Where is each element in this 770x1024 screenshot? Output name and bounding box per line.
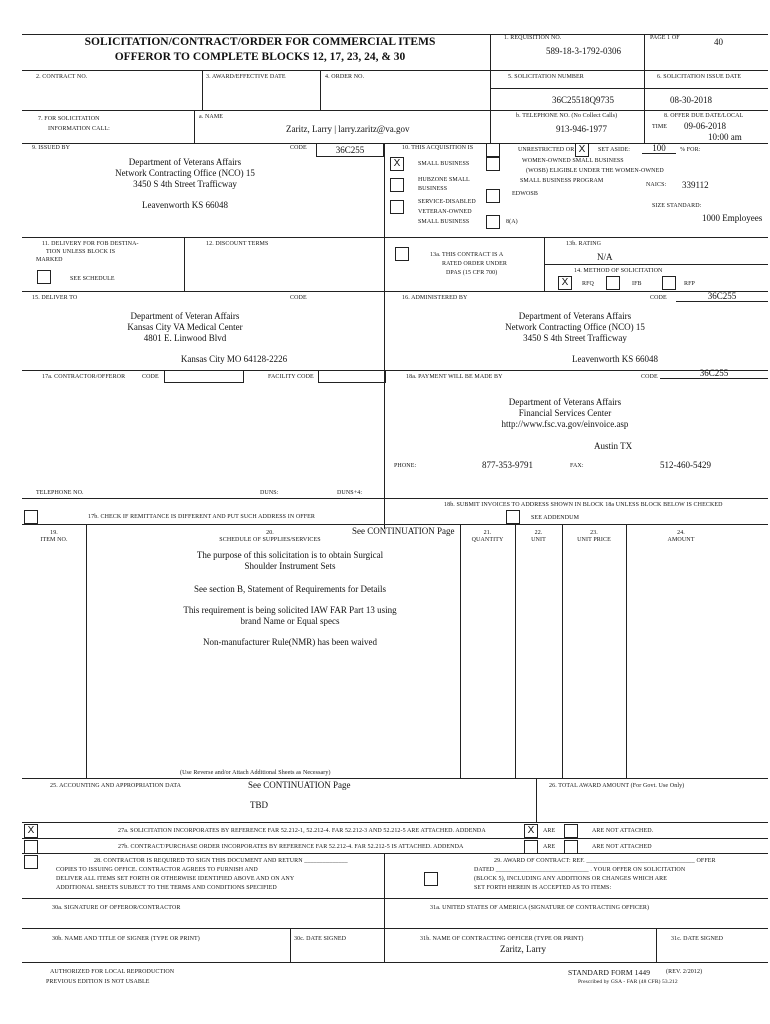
rfp-label: RFP: [684, 281, 695, 287]
rated-order-checkbox[interactable]: [395, 247, 409, 261]
rated-order-line-3: DPAS (15 CFR 700): [446, 270, 498, 276]
officer-date-label: 31c. DATE SIGNED: [671, 936, 724, 942]
footer-prescribed: Prescribed by GSA - FAR (48 CFR) 53.212: [578, 979, 678, 985]
contract-no-label: 2. CONTRACT NO.: [36, 74, 88, 80]
sdvosb-line-2: VETERAN-OWNED: [418, 209, 472, 215]
telephone-label: TELEPHONE NO.: [36, 490, 84, 496]
wosb-checkbox[interactable]: [486, 157, 500, 171]
item-no-header-a: 19.: [50, 530, 58, 536]
unit-header-b: UNIT: [531, 537, 546, 543]
schedule-header-b: SCHEDULE OF SUPPLIES/SERVICES: [219, 537, 321, 543]
payment-line-3: http://www.fsc.va.gov/einvoice.asp: [501, 419, 629, 429]
8a-checkbox[interactable]: [486, 215, 500, 229]
issue-date[interactable]: 08-30-2018: [670, 95, 712, 105]
officer-name-label: 31b. NAME OF CONTRACTING OFFICER (TYPE OR PRINT): [420, 936, 584, 942]
deliver-to-line-4: Kansas City MO 64128-2226: [180, 354, 288, 364]
signature-offeror-label: 30a. SIGNATURE OF OFFEROR/CONTRACTOR: [52, 905, 181, 911]
hubzone-checkbox[interactable]: [390, 178, 404, 192]
set-aside-percent[interactable]: 100: [642, 143, 676, 154]
issued-line-1: Department of Veterans Affairs: [128, 157, 242, 167]
ifb-checkbox[interactable]: [606, 276, 620, 290]
clause-29-line-3: (BLOCK 5), INCLUDING ANY ADDITIONS OR CHANGES WHICH ARE: [474, 876, 667, 882]
clause-29-line-1: 29. AWARD OF CONTRACT: REF. ___________________________________ OFFER: [494, 858, 716, 864]
schedule-continuation: See CONTINUATION Page: [352, 526, 455, 536]
signer-date-label: 30c. DATE SIGNED: [294, 936, 347, 942]
footer-authorized: AUTHORIZED FOR LOCAL REPRODUCTION: [50, 969, 175, 975]
sdvosb-line-1: SERVICE-DISABLED: [418, 199, 476, 205]
clause-27a-are-checkbox[interactable]: X: [524, 824, 538, 838]
wosb-line-3: SMALL BUSINESS PROGRAM: [520, 178, 604, 184]
schedule-header-a: 20.: [266, 530, 274, 536]
remittance-label: 17b. CHECK IF REMITTANCE IS DIFFERENT AND PUT SUCH ADDRESS IN OFFER: [88, 514, 316, 520]
see-schedule-checkbox[interactable]: [37, 270, 51, 284]
signature-officer-label: 31a. UNITED STATES OF AMERICA (SIGNATURE OF CONTRACTING OFFICER): [430, 905, 650, 911]
purpose-line-1: The purpose of this solicitation is to obtain Surgical: [196, 550, 384, 560]
payment-code-label: CODE: [641, 374, 658, 380]
issued-by-label: 9. ISSUED BY: [32, 145, 71, 151]
edwosb-label: EDWOSB: [512, 191, 538, 197]
issued-code-label: CODE: [290, 145, 307, 151]
officer-name[interactable]: Zaritz, Larry: [500, 944, 546, 954]
time-label: TIME: [652, 124, 668, 130]
see-section-b: See section B, Statement of Requirements for Details: [194, 584, 386, 594]
clause-29-line-4: SET FORTH HEREIN IS ACCEPTED AS TO ITEMS:: [474, 885, 612, 891]
clause-27b-are-not: ARE NOT ATTACHED: [592, 844, 652, 850]
payment-line-1: Department of Veterans Affairs: [508, 397, 622, 407]
sdvosb-checkbox[interactable]: [390, 200, 404, 214]
issued-line-4: Leavenworth KS 66048: [142, 200, 228, 210]
deliver-to-line-2: Kansas City VA Medical Center: [127, 322, 243, 332]
clause-27a-checkbox[interactable]: X: [24, 824, 38, 838]
administered-by-label: 16. ADMINISTERED BY: [402, 295, 468, 301]
set-aside-for: % FOR:: [680, 147, 701, 153]
accounting-label: 25. ACCOUNTING AND APPROPRIATION DATA: [50, 783, 182, 789]
wosb-line-2: (WOSB) ELIGIBLE UNDER THE WOMEN-OWNED: [526, 168, 664, 174]
clause-29-line-2: DATED ______________________________ . YOUR OFFER ON SOLICITATION: [474, 867, 686, 873]
size-standard[interactable]: 1000 Employees: [702, 213, 763, 223]
name-label: a. NAME: [199, 114, 224, 120]
delivery-fob-label-1: 11. DELIVERY FOR FOB DESTINA-: [42, 241, 139, 247]
far-line-1: This requirement is being solicited IAW FAR Part 13 using: [183, 605, 397, 615]
payment-line-4: Austin TX: [594, 441, 633, 451]
administered-code[interactable]: 36C255: [676, 291, 768, 302]
solicitation-no-label: 5. SOLICITATION NUMBER: [508, 74, 584, 80]
order-no-label: 4. ORDER NO.: [325, 74, 365, 80]
payment-code[interactable]: 36C255: [660, 368, 768, 379]
phone-label: b. TELEPHONE NO. (No Collect Calls): [516, 113, 618, 119]
rfq-label: RFQ: [582, 281, 594, 287]
administered-line-1: Department of Veterans Affairs: [518, 311, 632, 321]
form-subtitle: OFFEROR TO COMPLETE BLOCKS 12, 17, 23, 24, & 30: [114, 51, 406, 63]
hubzone-line-1: HUBZONE SMALL: [418, 177, 470, 183]
clause-28-checkbox[interactable]: [24, 855, 38, 869]
clause-28-line-1: 28. CONTRACTOR IS REQUIRED TO SIGN THIS DOCUMENT AND RETURN ______________: [94, 858, 348, 864]
quantity-header-a: 21.: [483, 530, 492, 536]
clause-27b-checkbox[interactable]: [24, 840, 38, 854]
accounting-continuation: See CONTINUATION Page: [248, 780, 351, 790]
acquisition-checkbox[interactable]: [486, 143, 500, 157]
administered-line-2: Network Contracting Office (NCO) 15: [505, 322, 645, 332]
payment-phone-label: PHONE:: [394, 463, 417, 469]
8a-label: 8(A): [506, 219, 518, 225]
contact-name[interactable]: Zaritz, Larry | larry.zaritz@va.gov: [286, 124, 410, 134]
unit-price-header-b: UNIT PRICE: [577, 537, 611, 543]
deliver-to-label: 15. DELIVER TO: [32, 295, 78, 301]
for-info-label: 7. FOR SOLICITATION: [38, 116, 100, 122]
rated-order-line-2: RATED ORDER UNDER: [442, 261, 508, 267]
wosb-line-1: WOMEN-OWNED SMALL BUSINESS: [522, 158, 624, 164]
clause-28-line-4: ADDITIONAL SHEETS SUBJECT TO THE TERMS AND CONDITIONS SPECIFIED: [56, 885, 277, 891]
issued-line-2: Network Contracting Office (NCO) 15: [115, 168, 255, 178]
payment-fax[interactable]: 512-460-5429: [660, 460, 711, 470]
for-info-label-2: INFORMATION CALL:: [48, 126, 110, 132]
issued-code[interactable]: 36C255: [316, 143, 384, 157]
deliver-to-code-label: CODE: [290, 295, 307, 301]
see-schedule-label: SEE SCHEDULE: [70, 276, 115, 282]
unrestricted-label: UNRESTRICTED OR: [518, 147, 575, 153]
clause-29-checkbox[interactable]: [424, 872, 438, 886]
offer-due-time[interactable]: 10:00 am: [708, 132, 742, 142]
naics-code[interactable]: 339112: [682, 180, 709, 190]
contractor-label: 17a. CONTRACTOR/OFFEROR: [42, 374, 126, 380]
requisition-label: 1. REQUISITION NO.: [504, 35, 562, 41]
administered-line-4: Leavenworth KS 66048: [572, 354, 658, 364]
clause-27b-are: ARE: [543, 844, 556, 850]
form-title: SOLICITATION/CONTRACT/ORDER FOR COMMERCIAL ITEMS: [84, 36, 436, 48]
contractor-code-field[interactable]: [164, 370, 244, 383]
clause-28-line-3: DELIVER ALL ITEMS SET FORTH OR OTHERWISE IDENTIFIED ABOVE AND ON ANY: [56, 876, 295, 882]
clause-27b-are-not-checkbox[interactable]: [564, 840, 578, 854]
edwosb-checkbox[interactable]: [486, 189, 500, 203]
ifb-label: IFB: [632, 281, 642, 287]
small-business-checkbox[interactable]: X: [390, 157, 404, 171]
clause-27b-are-checkbox[interactable]: [524, 840, 538, 854]
hubzone-line-2: BUSINESS: [418, 186, 448, 192]
award-date-label: 3. AWARD/EFFECTIVE DATE: [206, 74, 286, 80]
delivery-fob-label-2: TION UNLESS BLOCK IS: [46, 249, 116, 255]
submit-invoices-label: 18b. SUBMIT INVOICES TO ADDRESS SHOWN IN BLOCK 18a UNLESS BLOCK BELOW IS CHECKED: [444, 502, 723, 508]
unrestricted-checkbox[interactable]: X: [575, 143, 589, 157]
clause-27a-are: ARE: [543, 828, 556, 834]
method-label: 14. METHOD OF SOLICITATION: [574, 268, 663, 274]
duns4-label: DUNS+4:: [337, 490, 363, 496]
item-no-header-b: ITEM NO.: [40, 537, 68, 543]
facility-code-field[interactable]: [318, 370, 386, 383]
deliver-to-line-3: 4801 E. Linwood Blvd: [143, 333, 227, 343]
accounting-tbd[interactable]: TBD: [250, 800, 268, 810]
see-addendum-label: SEE ADDENDUM: [531, 515, 580, 521]
naics-label: NAICS:: [646, 182, 667, 188]
clause-27a-text: 27a. SOLICITATION INCORPORATES BY REFERENCE FAR 52.212-1, 52.212-4. FAR 52.212-3 AND 52.212-5 ARE ATTACHED. ADDENDA: [118, 828, 486, 834]
small-business-label: SMALL BUSINESS: [418, 161, 470, 167]
administered-line-3: 3450 S 4th Street Trafficway: [523, 333, 627, 343]
clause-27a-are-not-checkbox[interactable]: [564, 824, 578, 838]
clause-27a-are-not: ARE NOT ATTACHED.: [592, 828, 654, 834]
far-line-2: brand Name or Equal specs: [240, 616, 340, 626]
payment-fax-label: FAX:: [570, 463, 584, 469]
rated-order-line-1: 13a. THIS CONTRACT IS A: [430, 252, 504, 258]
payment-phone[interactable]: 877-353-9791: [482, 460, 533, 470]
issue-date-label: 6. SOLICITATION ISSUE DATE: [657, 74, 742, 80]
contractor-code-label: CODE: [142, 374, 159, 380]
size-standard-label: SIZE STANDARD:: [652, 203, 702, 209]
set-aside-label: SET ASIDE:: [598, 147, 631, 153]
footer-revision: (REV. 2/2012): [666, 969, 703, 975]
footer-form-number: STANDARD FORM 1449: [568, 968, 651, 977]
purpose-line-2: Shoulder Instrument Sets: [244, 561, 336, 571]
clause-27b-text: 27b. CONTRACT/PURCHASE ORDER INCORPORATES BY REFERENCE FAR 52.212-4. FAR 52.212-5 IS ATTACHED. ADDENDA: [118, 844, 464, 850]
deliver-to-line-1: Department of Veteran Affairs: [130, 311, 240, 321]
contact-phone[interactable]: 913-946-1977: [556, 124, 607, 134]
discount-terms-label: 12. DISCOUNT TERMS: [206, 241, 269, 247]
offer-due-label: 8. OFFER DUE DATE/LOCAL: [664, 113, 744, 119]
page-total: 40: [714, 37, 723, 47]
amount-header-a: 24.: [677, 530, 685, 536]
requisition-number[interactable]: 589-18-3-1792-0306: [546, 46, 621, 56]
rfp-checkbox[interactable]: [662, 276, 676, 290]
addendum-checkbox[interactable]: [506, 510, 520, 524]
total-award-label: 26. TOTAL AWARD AMOUNT (For Govt. Use Only): [549, 783, 685, 789]
solicitation-number[interactable]: 36C25518Q9735: [552, 95, 615, 105]
unit-price-header-a: 23.: [590, 530, 598, 536]
reverse-note: (Use Reverse and/or Attach Additional Sheets as Necessary): [180, 770, 331, 776]
sdvosb-line-3: SMALL BUSINESS: [418, 219, 470, 225]
delivery-fob-label-3: MARKED: [36, 257, 63, 263]
administered-code-label: CODE: [650, 295, 667, 301]
quantity-header-b: QUANTITY: [471, 537, 504, 543]
rfq-checkbox[interactable]: X: [558, 276, 572, 290]
payment-label: 18a. PAYMENT WILL BE MADE BY: [406, 374, 503, 380]
facility-code-label: FACILITY CODE: [268, 374, 314, 380]
remittance-checkbox[interactable]: [24, 510, 38, 524]
unit-header-a: 22.: [534, 530, 543, 536]
footer-previous: PREVIOUS EDITION IS NOT USABLE: [46, 979, 150, 985]
rating-label: 13b. RATING: [566, 241, 602, 247]
clause-28-line-2: COPIES TO ISSUING OFFICE. CONTRACTOR AGREES TO FURNISH AND: [56, 867, 258, 873]
page-label: PAGE 1 OF: [650, 35, 680, 41]
offer-due-date[interactable]: 09-06-2018: [684, 121, 726, 131]
acquisition-label: 10. THIS ACQUISITION IS: [402, 145, 474, 151]
duns-label: DUNS:: [260, 490, 279, 496]
amount-header-b: AMOUNT: [667, 537, 695, 543]
signer-name-label: 30b. NAME AND TITLE OF SIGNER (TYPE OR PRINT): [52, 936, 200, 942]
payment-line-2: Financial Services Center: [518, 408, 612, 418]
nmr-waived: Non-manufacturer Rule(NMR) has been waived: [203, 637, 377, 647]
rating-value[interactable]: N/A: [597, 252, 613, 262]
issued-line-3: 3450 S 4th Street Trafficway: [133, 179, 237, 189]
